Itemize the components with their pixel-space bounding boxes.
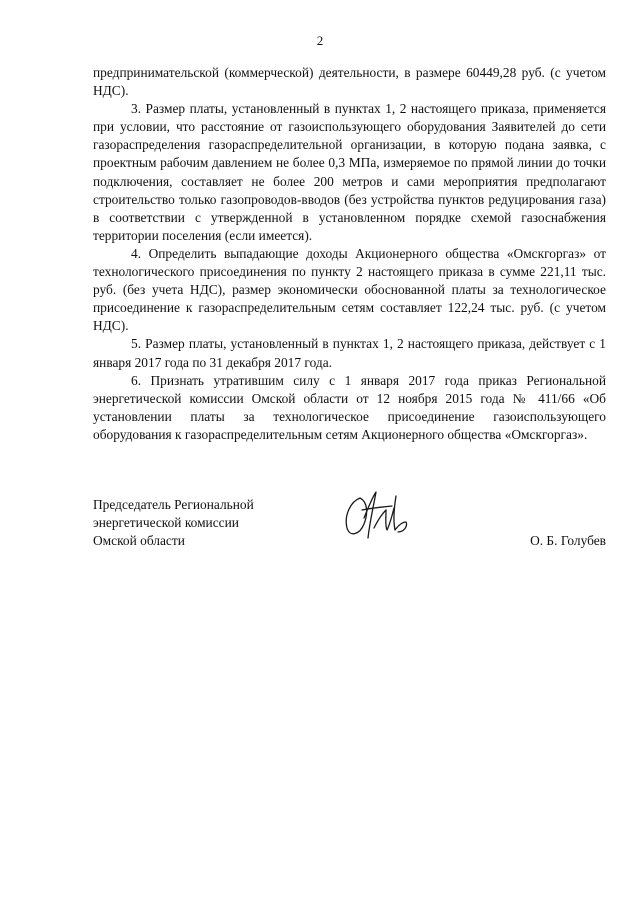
paragraph-6: 6. Признать утратившим силу с 1 января 2017 года приказ Региональной энергетической комиссии Омской области от 12 ноября 2015 года № 411/66 «Об установлении платы за технологическое присоединение газоиспользующего оборудования к газораспределительным сетям Акционерного общества «Омскгоргаз». — [93, 372, 606, 442]
paragraph-5: 5. Размер платы, установленный в пунктах 1, 2 настоящего приказа, действует с 1 января 2017 года по 31 декабря 2017 года. — [93, 336, 606, 370]
signer-name: О. Б. Голубев — [530, 533, 606, 548]
signer-title — [93, 496, 293, 551]
signer-title-line: Омской области — [93, 533, 185, 549]
signer-title-line: энергетической комиссии — [93, 515, 239, 531]
document-body — [93, 64, 606, 444]
handwritten-signature — [338, 488, 428, 542]
paragraph-4: 4. Определить выпадающие доходы Акционерного общества «Омскгоргаз» от технологического присоединения по пункту 2 настоящего приказа в сумме 221,11 тыс. руб. (без учета НДС), размер экономически обоснованной платы за технологическое присоединение к газораспределительным сетям составляет 122,24 тыс. руб. (с учетом НДС). — [93, 245, 606, 334]
signer-title-line: Председатель Региональной — [93, 497, 254, 512]
paragraph-3: 3. Размер платы, установленный в пунктах 1, 2 настоящего приказа, применяется при условии, что расстояние от газоиспользующего оборудования Заявителей до сети газораспределения газораспределительной организации, в которую подана заявка, с проектным рабочим давлением не более 0,3 МПа, измеряемое по прямой линии до точки подключения, составляет не более 200 метров и сами мероприятия предполагают строительство только газопроводов-вводов (без устройства пунктов редуцирования газа) в соответствии с утвержденной в установленном порядке схемой газоснабжения территории поселения (если имеется). — [93, 101, 606, 243]
signature-block — [93, 496, 606, 556]
paragraph-continuation: предпринимательской (коммерческой) деятельности, в размере 60449,28 руб. (с учетом НДС). — [93, 65, 606, 99]
page-number: 2 — [316, 33, 324, 48]
